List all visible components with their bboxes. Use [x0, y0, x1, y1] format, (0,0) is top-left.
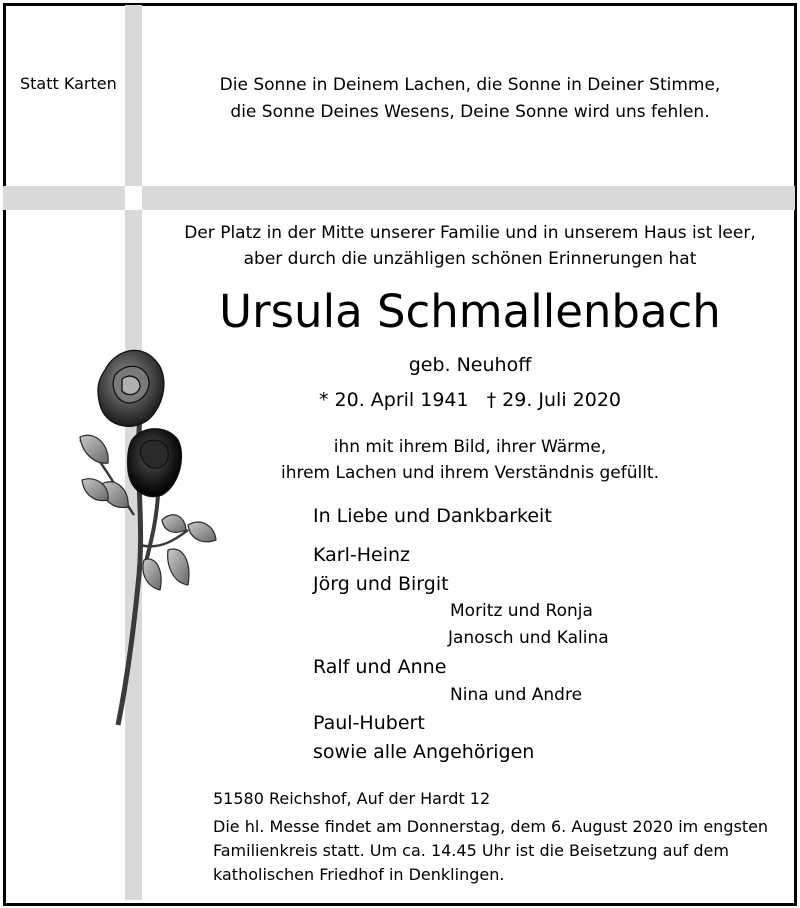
- family-member-4: Paul-Hubert: [313, 712, 425, 734]
- family-member-3: Ralf und Anne: [313, 656, 447, 678]
- deceased-name: Ursula Schmallenbach: [219, 285, 721, 338]
- intro-line-2: aber durch die unzähligen schönen Erinnerungen hat: [243, 249, 697, 269]
- family-member-2-children-1: Moritz und Ronja: [450, 601, 593, 621]
- motto-line-2: die Sonne Deines Wesens, Deine Sonne wird uns fehlen.: [230, 102, 710, 122]
- funeral-notice: Die hl. Messe findet am Donnerstag, dem 6. August 2020 im engsten Familienkreis statt. Um ca. 14.45 Uhr ist die Beisetzung auf dem katholischen Friedhof in Denklingen.: [213, 817, 769, 884]
- motto-line-1: Die Sonne in Deinem Lachen, die Sonne in Deiner Stimme,: [219, 75, 721, 95]
- birth-date: * 20. April 1941: [318, 389, 469, 411]
- cross-horizontal-bar: [3, 186, 795, 210]
- cross-intersection: [125, 186, 142, 210]
- family-member-2: Jörg und Birgit: [313, 573, 449, 595]
- rose-icon: [70, 345, 220, 730]
- death-date: † 29. Juli 2020: [486, 389, 622, 411]
- address: 51580 Reichshof, Auf der Hardt 12: [213, 789, 491, 808]
- middle-line-1: ihn mit ihrem Bild, ihrer Wärme,: [333, 437, 607, 457]
- family-member-1: Karl-Heinz: [313, 544, 410, 566]
- birth-name: geb. Neuhoff: [408, 354, 532, 376]
- family-member-3-children: Nina und Andre: [450, 685, 583, 705]
- middle-line-2: ihrem Lachen und ihrem Verständnis gefüllt.: [280, 463, 659, 483]
- statt-karten-label: Statt Karten: [20, 74, 117, 93]
- relatives-line: sowie alle Angehörigen: [313, 741, 535, 763]
- intro-line-1: Der Platz in der Mitte unserer Familie und in unserem Haus ist leer,: [184, 223, 756, 243]
- life-dates: [150, 389, 790, 411]
- closing-phrase: In Liebe und Dankbarkeit: [313, 505, 552, 527]
- family-member-2-children-2: Janosch und Kalina: [448, 628, 609, 648]
